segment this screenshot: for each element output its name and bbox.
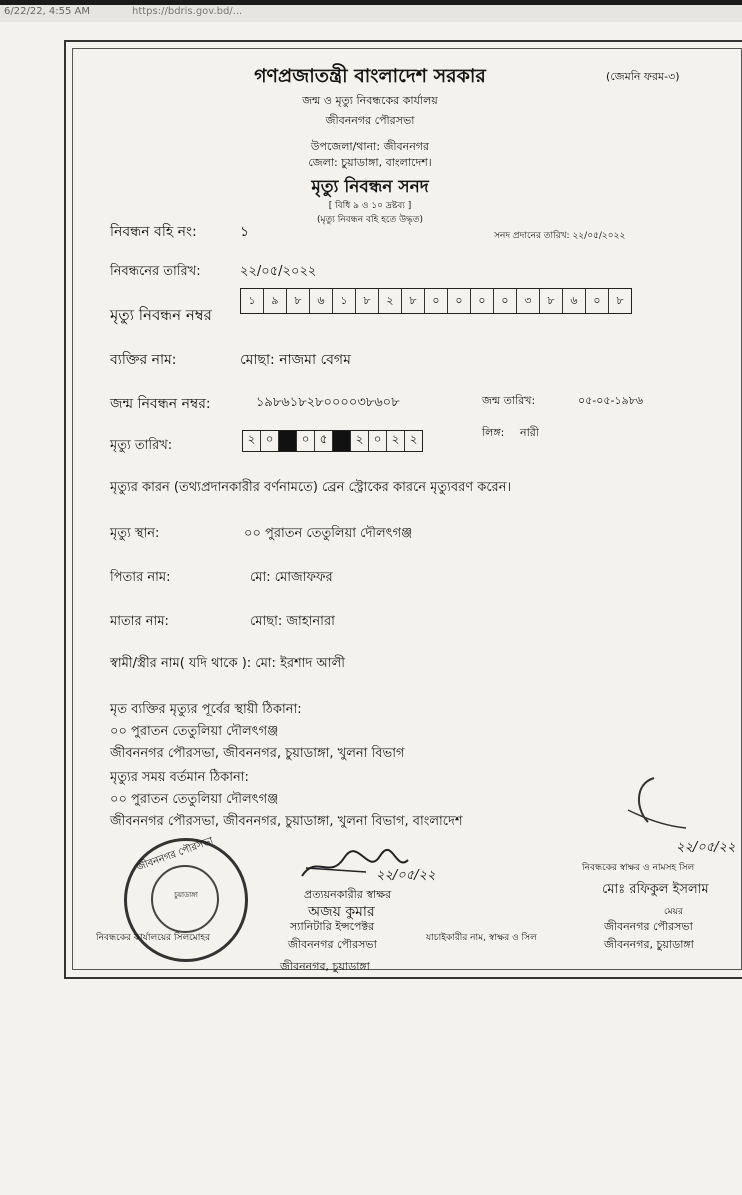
date-digit-box: ২	[409, 432, 418, 446]
name-value: মোছা: নাজমা বেগম	[240, 352, 351, 368]
birth-date-value: ০৫-০৫-১৯৮৬	[578, 394, 644, 407]
permanent-address-line1: ০০ পুরাতন তেতুলিয়া দৌলৎগঞ্জ	[110, 724, 279, 739]
spouse-name: স্বামী/স্ত্রীর নাম( যদি থাকে ): মো: ইরশাদ আলী	[110, 656, 345, 671]
name-label: ব্যক্তির নাম:	[110, 352, 177, 368]
present-address-line1: ০০ পুরাতন তেতুলিয়া দৌলৎগঞ্জ	[110, 792, 279, 807]
office-name: জন্ম ও মৃত্যু নিবন্ধকের কার্যালয়	[302, 94, 438, 107]
register-book-value: ১	[240, 224, 250, 240]
mother-value: মোছা: জাহানারা	[250, 614, 335, 629]
date-digit-box: ২	[387, 431, 405, 451]
seal-center-text: চুয়াডাঙ্গা	[174, 891, 198, 899]
registrar-title: মেয়র	[664, 907, 683, 917]
reg-digit-box: ০	[471, 289, 494, 313]
date-separator-box	[279, 431, 297, 451]
checker-caption: যাচাইকারীর নাম, স্বাক্ষর ও সিল	[426, 933, 537, 943]
issue-date: সনদ প্রদানের তারিখ: ২২/০৫/২০২২	[494, 231, 626, 241]
seal-rim-text: জীবননগর পৌরসভা	[135, 835, 215, 874]
verifier-name: অজয় কুমার	[308, 904, 375, 920]
form-number: (জেমনি ফরম-৩)	[606, 70, 680, 83]
reg-digit-box: ৩	[517, 289, 540, 313]
mother-label: মাতার নাম:	[110, 614, 169, 629]
registrar-handwritten-date: ২২/০৫/২২	[676, 840, 736, 855]
present-address-line2: জীবননগর পৌরসভা, জীবননগর, চুয়াডাঙ্গা, খুলনা বিভাগ, বাংলাদেশ	[110, 814, 463, 829]
place-label: মৃত্যু স্থান:	[110, 526, 160, 541]
rule-ref: [ বিধি ৯ ও ১০ দ্রষ্টব্য ]	[328, 201, 412, 211]
reg-digit-box: ৯	[264, 289, 287, 313]
death-date-boxes	[242, 430, 423, 452]
date-digit-box: ০	[369, 431, 387, 451]
upazila: উপজেলা/থানা: জীবননগর	[310, 140, 430, 153]
reg-date-label: নিবন্ধনের তারিখ:	[110, 264, 201, 279]
reg-digit-box: ৮	[540, 289, 563, 313]
verifier-title: স্যানিটারি ইন্সপেক্টর	[290, 920, 375, 933]
date-digit-box: ২	[351, 431, 369, 451]
present-address-label: মৃত্যুর সময় বর্তমান ঠিকানা:	[110, 770, 249, 785]
print-url: https://bdris.gov.bd/...	[132, 6, 243, 17]
birth-reg-value: ১৯৮৬১৮২৮০০০০৩৮৬০৮	[256, 395, 400, 410]
gov-title: গণপ্রজাতন্ত্রী বাংলাদেশ সরকার	[254, 65, 486, 87]
seal-caption: নিবন্ধকের কার্যালয়ের সিলমোহর	[96, 933, 211, 943]
registrar-place: জীবননগর, চুয়াডাঙ্গা	[604, 938, 694, 951]
verifier-label: প্রত্যয়নকারীর স্বাক্ষর	[304, 888, 392, 901]
father-label: পিতার নাম:	[110, 570, 171, 585]
verifier-org: জীবননগর পৌরসভা	[288, 938, 377, 951]
place-value: ০০ পুরাতন তেতুলিয়া দৌলৎগঞ্জ	[244, 526, 413, 541]
registrar-org: জীবননগর পৌরসভা	[604, 920, 693, 933]
date-digit-box: ০	[297, 431, 315, 451]
cause-of-death: মৃত্যুর কারন (তথ্যপ্রদানকারীর বর্ণনামতে) ব্রেন স্ট্রোকের কারনে মৃত্যুবরণ করেন।	[110, 480, 512, 495]
reg-date-value: ২২/০৫/২০২২	[240, 264, 317, 279]
reg-digit-box: ২	[379, 289, 402, 313]
registrar-caption: নিবন্ধকের স্বাক্ষর ও নামসহ সিল	[582, 863, 695, 873]
sex-label: লিঙ্গ:	[482, 426, 505, 439]
municipality: জীবননগর পৌরসভা	[325, 114, 415, 127]
birth-reg-label: জন্ম নিবন্ধন নম্বর:	[110, 396, 211, 412]
district: জেলা: চুয়াডাঙ্গা, বাংলাদেশ।	[308, 156, 432, 169]
death-date-label: মৃত্যু তারিখ:	[110, 438, 173, 453]
reg-digit-box: ১	[333, 289, 356, 313]
browser-print-header	[0, 0, 742, 22]
top-dark-bar	[0, 0, 742, 5]
reg-digit-box: ০	[448, 289, 471, 313]
permanent-address-line2: জীবননগর পৌরসভা, জীবননগর, চুয়াডাঙ্গা, খুলনা বিভাগ	[110, 746, 405, 761]
date-digit-box: ২	[243, 431, 261, 451]
verifier-handwritten-date: ২২/০৫/২২	[376, 868, 436, 883]
death-reg-no-boxes	[240, 288, 632, 314]
verifier-place: জীবননগর, চুয়াডাঙ্গা	[280, 960, 370, 973]
reg-digit-box: ৮	[402, 289, 425, 313]
reg-digit-box: ৮	[287, 289, 310, 313]
reg-digit-box: ০	[586, 289, 609, 313]
permanent-address-label: মৃত ব্যক্তির মৃত্যুর পূর্বের স্থায়ী ঠিকানা:	[110, 702, 302, 717]
birth-date-label: জন্ম তারিখ:	[482, 394, 536, 407]
print-date: 6/22/22, 4:55 AM	[4, 6, 91, 17]
reg-digit-box: ০	[425, 289, 448, 313]
father-value: মো: মোজাফফর	[250, 570, 333, 585]
certificate-title: মৃত্যু নিবন্ধন সনদ	[311, 177, 429, 197]
sex-value: নারী	[520, 426, 539, 439]
registrar-name: মোঃ রফিকুল ইসলাম	[602, 882, 709, 897]
register-book-label: নিবন্ধন বহি নং:	[110, 224, 197, 240]
reg-digit-box: ৮	[616, 293, 624, 307]
reg-digit-box: ৮	[356, 289, 379, 313]
date-digit-box: ৫	[315, 431, 333, 451]
date-separator-box	[333, 431, 351, 451]
reg-digit-box: ৬	[563, 289, 586, 313]
date-digit-box: ০	[261, 431, 279, 451]
reg-digit-box: ৬	[310, 289, 333, 313]
death-reg-no-label: মৃত্যু নিবন্ধন নম্বর	[110, 306, 212, 324]
reg-digit-box: ০	[494, 289, 517, 313]
rule-note: (মৃত্যু নিবন্ধন বহি হতে উদ্ধৃত)	[316, 215, 424, 225]
reg-digit-box: ১	[241, 289, 264, 313]
